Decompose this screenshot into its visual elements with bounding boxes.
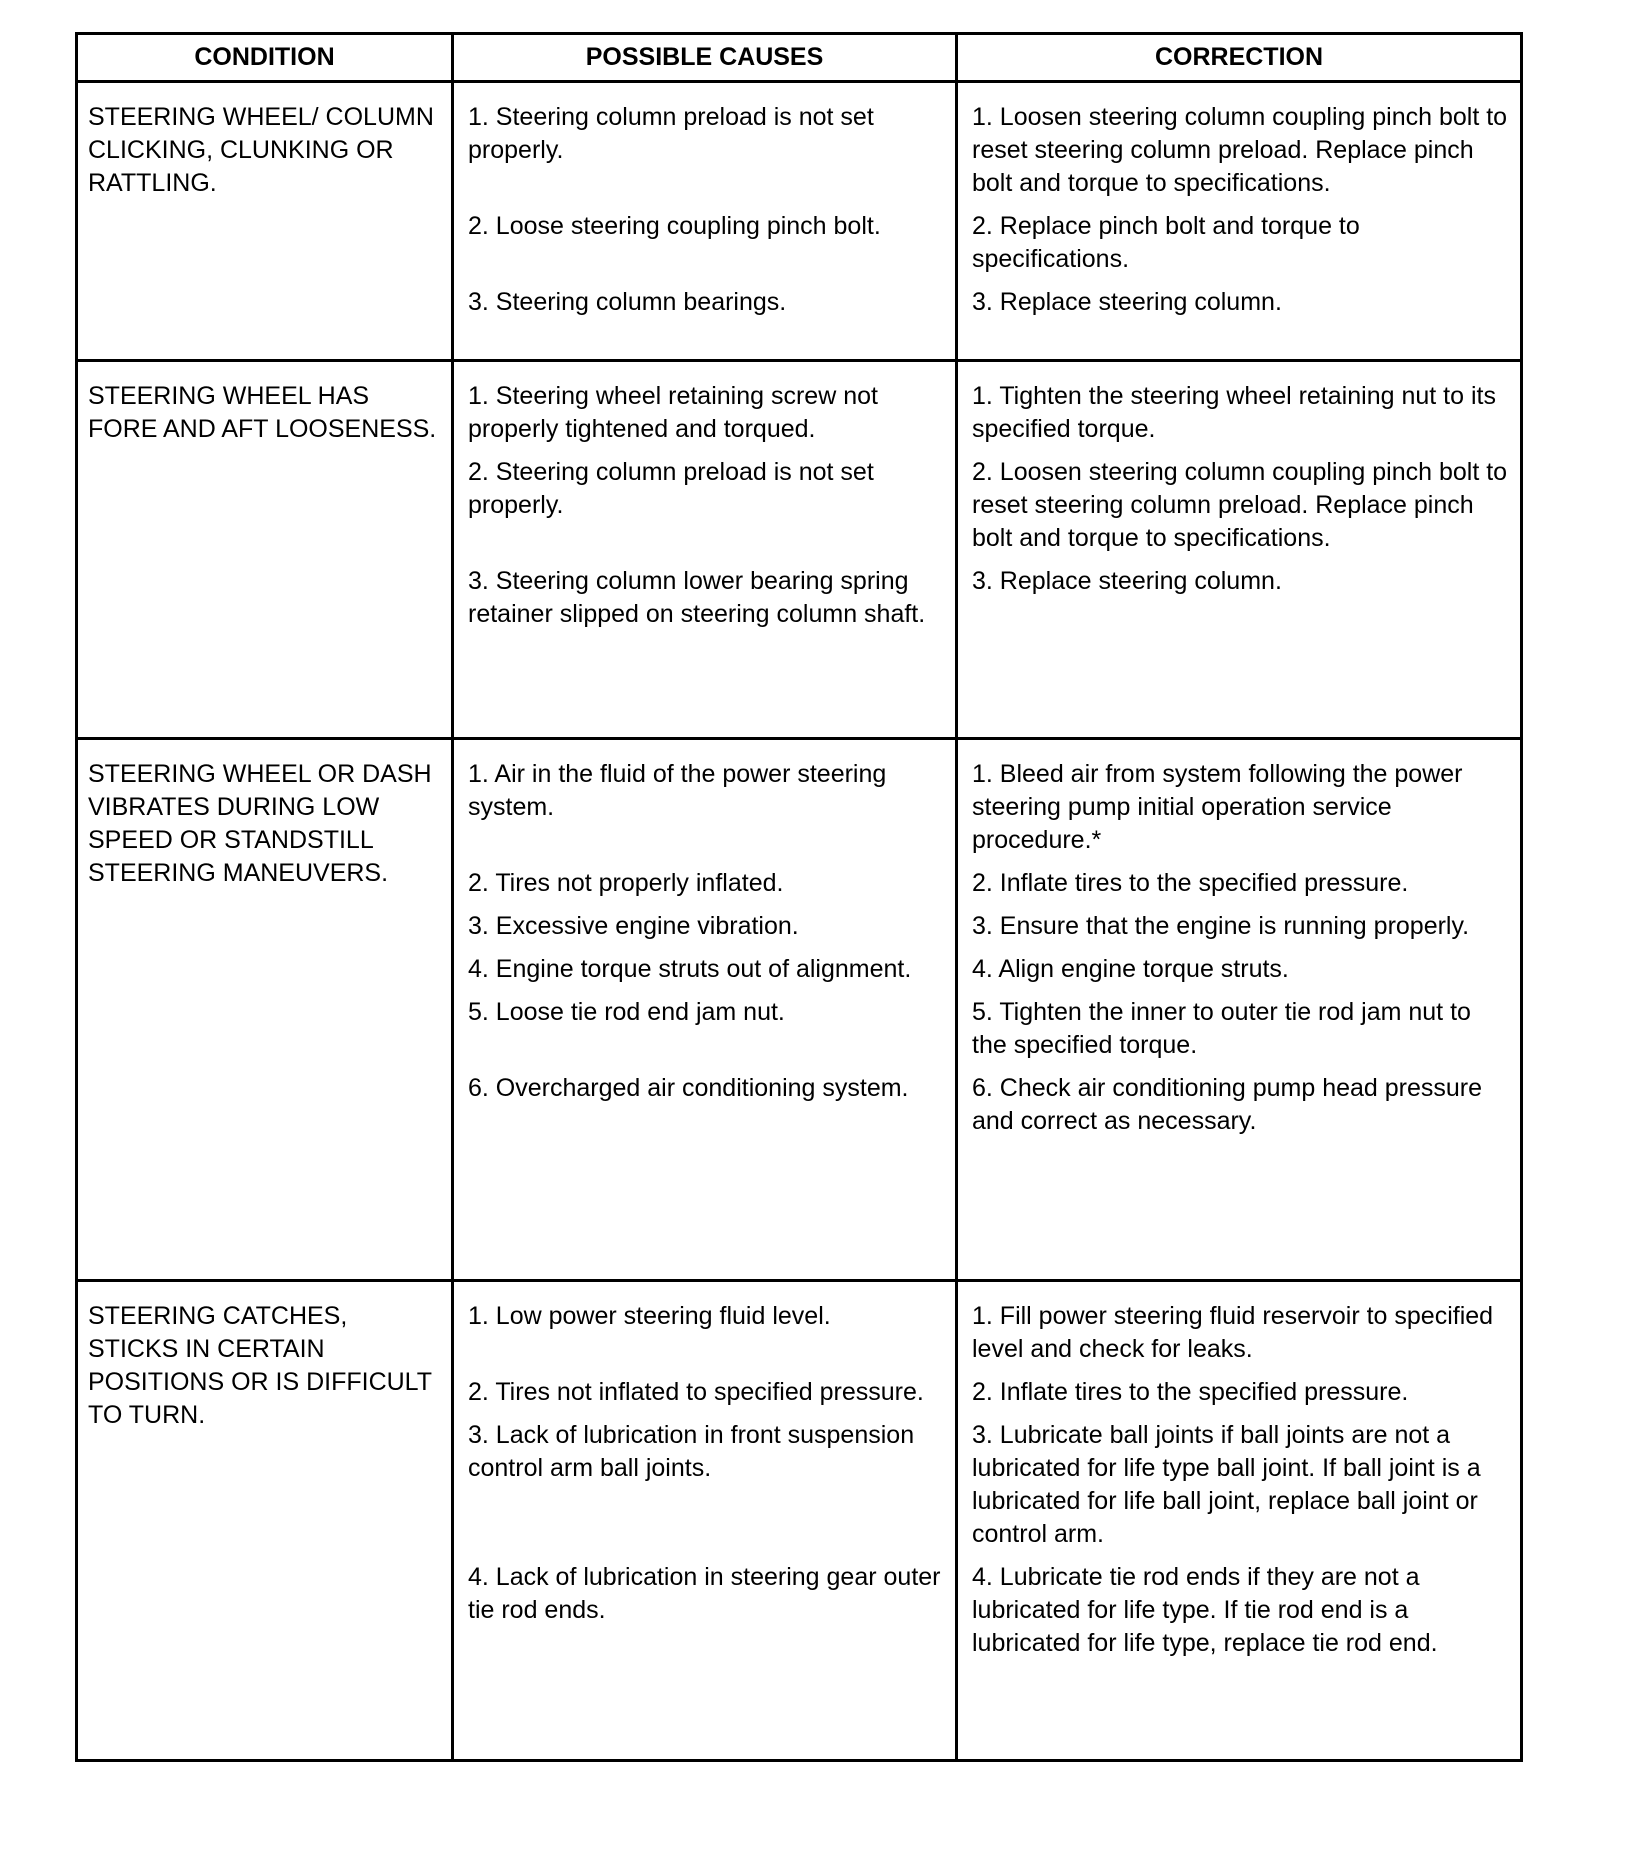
list-item xyxy=(454,1561,1520,1660)
correction: 2. Inflate tires to the specified pressure. xyxy=(972,1378,1409,1406)
condition-cell: STEERING WHEEL OR DASH VIBRATES DURING LOW SPEED OR STANDSTILL STEERING MANEUVERS. xyxy=(78,740,454,1279)
column-divider xyxy=(955,740,958,1279)
list-item xyxy=(454,1300,1520,1366)
correction: 4. Align engine torque struts. xyxy=(972,955,1289,983)
table-header xyxy=(78,35,1520,83)
possible-cause: 3. Lack of lubrication in front suspension control arm ball joints. xyxy=(468,1421,915,1482)
correction: 3. Lubricate ball joints if ball joints are not a lubricated for life type ball joint. If ball joint is a lubricated for life ball joint, replace ball joint or control arm. xyxy=(972,1421,1481,1548)
cause-correction-list xyxy=(454,362,1520,737)
list-item xyxy=(454,1072,1520,1138)
list-item xyxy=(454,1419,1520,1551)
condition-cell: STEERING WHEEL HAS FORE AND AFT LOOSENESS. xyxy=(78,362,454,737)
possible-cause: 4. Lack of lubrication in steering gear outer tie rod ends. xyxy=(468,1563,941,1624)
list-item xyxy=(454,867,1520,900)
list-item xyxy=(454,380,1520,446)
header-correction: CORRECTION xyxy=(1154,43,1324,71)
column-divider xyxy=(955,83,958,359)
possible-cause: 3. Excessive engine vibration. xyxy=(468,912,799,940)
list-item xyxy=(454,101,1520,200)
possible-cause: 2. Loose steering coupling pinch bolt. xyxy=(468,212,881,240)
table-row xyxy=(78,83,1520,362)
possible-cause: 2. Steering column preload is not set properly. xyxy=(468,458,874,519)
possible-cause: 6. Overcharged air conditioning system. xyxy=(468,1074,909,1102)
correction: 2. Inflate tires to the specified pressure. xyxy=(972,869,1409,897)
possible-cause: 1. Low power steering fluid level. xyxy=(468,1302,831,1330)
header-condition: CONDITION xyxy=(78,35,454,80)
table-row xyxy=(78,740,1520,1282)
correction: 3. Replace steering column. xyxy=(972,567,1282,595)
list-item xyxy=(454,210,1520,276)
table-row xyxy=(78,362,1520,740)
possible-cause: 3. Steering column lower bearing spring retainer slipped on steering column shaft. xyxy=(468,567,926,628)
possible-cause: 1. Steering wheel retaining screw not properly tightened and torqued. xyxy=(468,382,878,443)
correction: 6. Check air conditioning pump head pressure and correct as necessary. xyxy=(972,1074,1483,1135)
table-row xyxy=(78,1282,1520,1759)
correction: 2. Loosen steering column coupling pinch bolt to reset steering column preload. Replace pinch bolt and torque to specifications. xyxy=(972,458,1508,552)
possible-cause: 3. Steering column bearings. xyxy=(468,288,787,316)
list-item xyxy=(454,456,1520,555)
possible-cause: 1. Steering column preload is not set properly. xyxy=(468,103,874,164)
column-divider xyxy=(955,1282,958,1759)
list-item xyxy=(454,758,1520,857)
possible-cause: 2. Tires not inflated to specified pressure. xyxy=(468,1378,924,1406)
condition-cell: STEERING WHEEL/ COLUMN CLICKING, CLUNKING OR RATTLING. xyxy=(78,83,454,359)
cause-correction-list xyxy=(454,83,1520,359)
column-divider xyxy=(955,362,958,737)
list-item xyxy=(454,1376,1520,1409)
correction: 1. Fill power steering fluid reservoir to specified level and check for leaks. xyxy=(972,1302,1494,1363)
list-item xyxy=(454,953,1520,986)
list-item xyxy=(454,996,1520,1062)
list-item xyxy=(454,286,1520,319)
header-possible-causes: POSSIBLE CAUSES xyxy=(454,35,958,80)
list-item xyxy=(454,910,1520,943)
condition-cell: STEERING CATCHES, STICKS IN CERTAIN POSITIONS OR IS DIFFICULT TO TURN. xyxy=(78,1282,454,1759)
possible-cause: 4. Engine torque struts out of alignment. xyxy=(468,955,912,983)
possible-cause: 5. Loose tie rod end jam nut. xyxy=(468,998,785,1026)
correction: 3. Replace steering column. xyxy=(972,288,1282,316)
correction: 4. Lubricate tie rod ends if they are not a lubricated for life type. If tie rod end is a lubricated for life type, replace tie rod end. xyxy=(972,1563,1438,1657)
correction: 1. Loosen steering column coupling pinch bolt to reset steering column preload. Replace pinch bolt and torque to specifications. xyxy=(972,103,1508,197)
correction: 5. Tighten the inner to outer tie rod jam nut to the specified torque. xyxy=(972,998,1471,1059)
correction: 1. Tighten the steering wheel retaining nut to its specified torque. xyxy=(972,382,1496,443)
possible-cause: 2. Tires not properly inflated. xyxy=(468,869,784,897)
cause-correction-list xyxy=(454,1282,1520,1759)
correction: 2. Replace pinch bolt and torque to specifications. xyxy=(972,212,1360,273)
diagnosis-table xyxy=(75,32,1523,1762)
list-item xyxy=(454,565,1520,631)
correction: 3. Ensure that the engine is running properly. xyxy=(972,912,1470,940)
cause-correction-list xyxy=(454,740,1520,1279)
table-body xyxy=(78,83,1520,1759)
correction: 1. Bleed air from system following the power steering pump initial operation service procedure.* xyxy=(972,760,1463,854)
possible-cause: 1. Air in the fluid of the power steering system. xyxy=(468,760,887,821)
